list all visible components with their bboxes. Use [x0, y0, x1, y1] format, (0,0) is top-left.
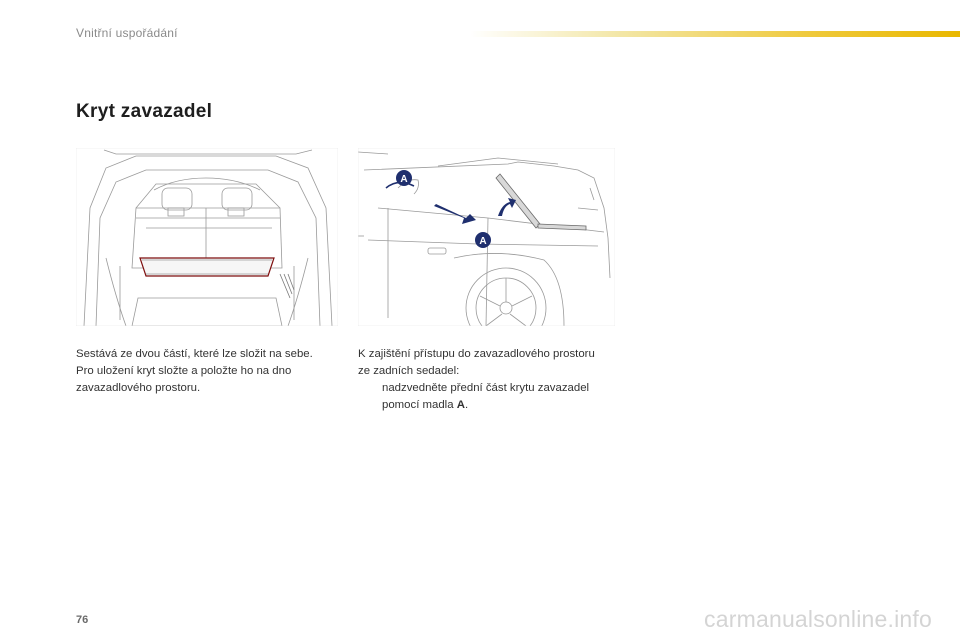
page-number: 76: [76, 614, 89, 626]
right-description: [358, 346, 620, 414]
bullet-line-1: nadzvedněte přední část krytu zavazadel: [382, 382, 590, 394]
marker-a-top: [396, 170, 412, 186]
bullet-body: [382, 380, 620, 414]
bullet-line-2-prefix: pomocí madla: [382, 399, 457, 411]
right-intro-1: K zajištění přístupu do zavazadlového prostoru: [358, 348, 595, 360]
chapter-title: Vnitřní uspořádání: [76, 26, 178, 40]
trunk-interior-illustration: [76, 148, 338, 326]
svg-text:A: A: [479, 236, 487, 247]
left-description: [76, 346, 338, 397]
watermark: carmanualsonline.info: [704, 606, 932, 632]
rear-side-illustration: [358, 148, 615, 326]
right-intro-2: ze zadních sedadel:: [358, 365, 460, 377]
section-title: Kryt zavazadel: [76, 101, 213, 122]
bullet-line-2-suffix: .: [464, 399, 469, 411]
svg-text:A: A: [400, 174, 408, 185]
left-line-1: Sestává ze dvou částí, které lze složit na sebe.: [76, 348, 313, 360]
bullet-arrow-icon: [358, 380, 382, 414]
header-accent-bar: [470, 31, 960, 37]
marker-a-bottom: [475, 232, 491, 248]
left-line-3: zavazadlového prostoru.: [76, 382, 201, 394]
instruction-bullet: [358, 380, 620, 414]
left-line-2: Pro uložení kryt složte a položte ho na dno: [76, 365, 292, 377]
bullet-handle-label: A: [456, 399, 465, 411]
